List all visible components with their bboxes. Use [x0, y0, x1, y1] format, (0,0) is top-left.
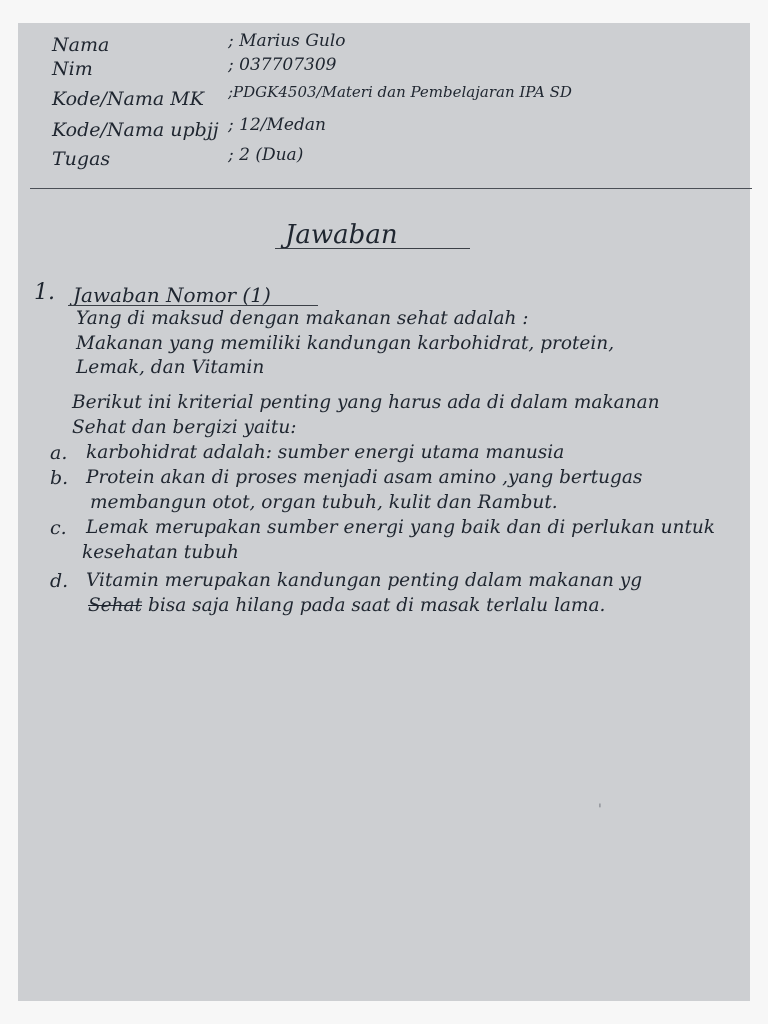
item-line: Lemak merupakan sumber energi yang baik dan di perlukan untuk: [86, 517, 716, 538]
item-line: Protein akan di proses menjadi asam amino ,yang bertugas: [86, 467, 643, 488]
label-kode-upbjj: Kode/Nama upbjj: [52, 119, 219, 141]
intro-line: Makanan yang memiliki kandungan karbohidrat, protein,: [76, 333, 615, 354]
intro-line: Yang di maksud dengan makanan sehat adalah :: [76, 308, 529, 329]
item-line: membangun otot, organ tubuh, kulit dan Rambut.: [90, 492, 558, 513]
item-line: bisa saja hilang pada saat di masak terlalu lama.: [148, 595, 606, 616]
paper-mark: ': [598, 802, 602, 818]
item-line: kesehatan tubuh: [82, 542, 239, 563]
item-letter: c.: [50, 517, 67, 539]
section-heading: Jawaban Nomor (1): [73, 283, 271, 307]
label-nim: Nim: [52, 58, 93, 80]
label-nama: Nama: [52, 34, 110, 56]
section-number: 1.: [34, 280, 55, 305]
item-letter: a.: [50, 442, 68, 464]
section-underline: [68, 305, 318, 306]
value-kode-mk: ;PDGK4503/Materi dan Pembelajaran IPA SD: [228, 83, 572, 101]
value-kode-upbjj: ; 12/Medan: [228, 115, 326, 135]
title-underline: [275, 248, 470, 249]
item-letter: d.: [50, 570, 69, 592]
item-line: karbohidrat adalah: sumber energi utama manusia: [86, 442, 565, 463]
label-tugas: Tugas: [52, 148, 111, 170]
item-letter: b.: [50, 467, 69, 489]
value-tugas: ; 2 (Dua): [228, 145, 304, 165]
struck-word: Sehat: [88, 595, 143, 616]
value-nama: ; Marius Gulo: [228, 31, 346, 51]
item-line: Vitamin merupakan kandungan penting dalam makanan yg: [86, 570, 643, 591]
criteria-intro-line: Berikut ini kriterial penting yang harus ada di dalam makanan: [72, 392, 660, 413]
header-divider: [30, 188, 752, 189]
value-nim: ; 037707309: [228, 55, 337, 75]
criteria-intro-line: Sehat dan bergizi yaitu:: [72, 417, 297, 438]
label-kode-mk: Kode/Nama MK: [52, 88, 204, 110]
intro-line: Lemak, dan Vitamin: [76, 357, 265, 378]
page-title: Jawaban: [285, 220, 398, 250]
